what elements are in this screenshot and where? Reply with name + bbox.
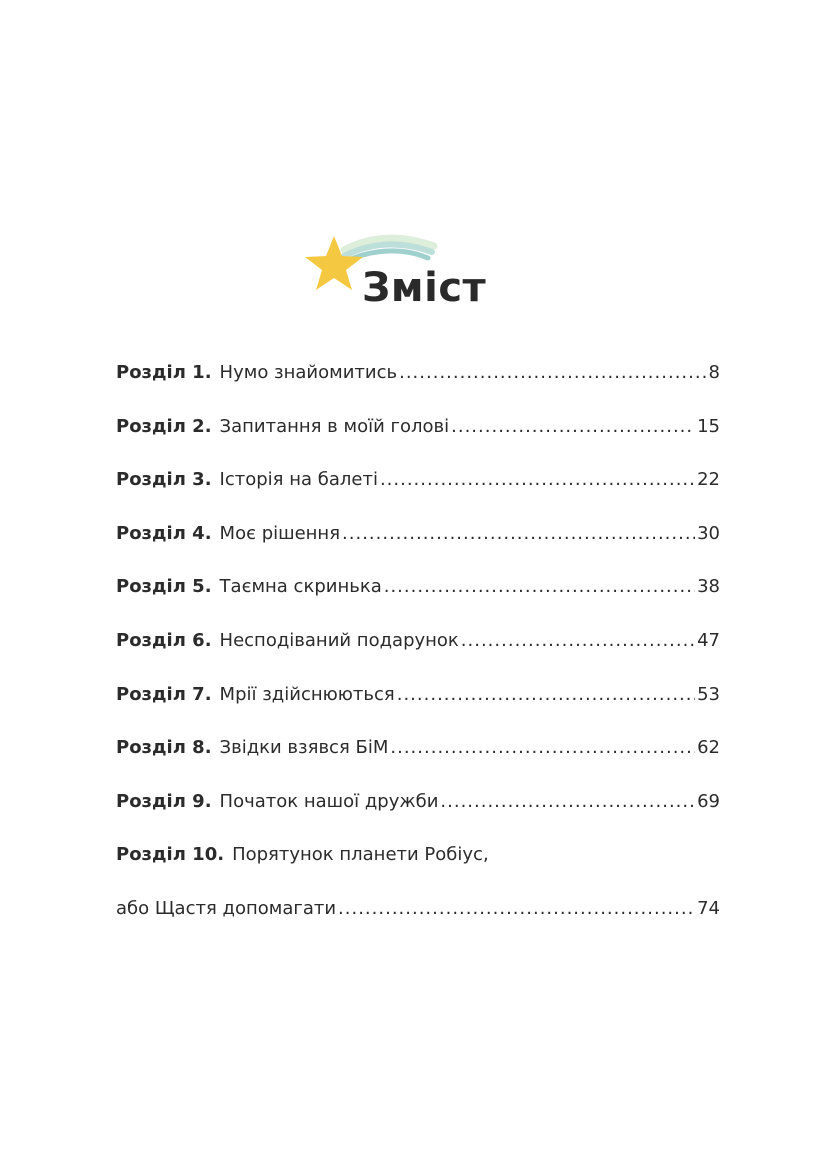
toc-dot-leader [380, 469, 695, 490]
toc-page-number: 62 [697, 737, 720, 759]
toc-chapter-title: Порятунок планети Робіус, [232, 844, 489, 866]
toc-dot-leader [397, 684, 695, 705]
toc-chapter-title: Несподіваний подарунок [219, 629, 459, 651]
toc-dot-leader [384, 576, 695, 597]
toc-page-number: 22 [697, 469, 720, 491]
toc-page-number: 8 [708, 362, 720, 383]
toc-entry [116, 844, 720, 898]
toc-page-number: 38 [697, 576, 720, 598]
toc-chapter-title: Початок нашої дружби [219, 790, 439, 812]
toc-chapter-title: Таємна скринька [219, 576, 382, 598]
toc-chapter-title: Звідки взявся БіМ [219, 737, 389, 759]
toc-entry [116, 469, 720, 523]
toc-chapter-label: Розділ 6. [116, 629, 212, 651]
toc-dot-leader [390, 737, 695, 758]
toc-page-number: 30 [697, 522, 720, 544]
toc-entry [116, 737, 720, 791]
toc-entry [116, 898, 720, 952]
toc-entry [116, 576, 720, 630]
toc-dot-leader [342, 523, 695, 544]
toc-page-number: 74 [697, 897, 720, 919]
toc-chapter-title: Моє рішення [219, 522, 341, 544]
toc-page-number: 47 [697, 629, 720, 651]
table-of-contents [116, 362, 720, 952]
toc-dot-leader [451, 416, 695, 437]
toc-dot-leader [461, 630, 695, 651]
toc-chapter-label: Розділ 3. [116, 469, 212, 491]
toc-entry [116, 791, 720, 845]
toc-entry [116, 416, 720, 470]
toc-chapter-label: Розділ 1. [116, 362, 212, 383]
toc-chapter-label: Розділ 2. [116, 415, 212, 437]
toc-chapter-label: Розділ 4. [116, 522, 212, 544]
toc-chapter-label: Розділ 9. [116, 790, 212, 812]
toc-entry [116, 362, 720, 416]
toc-page-number: 69 [697, 790, 720, 812]
toc-chapter-label: Розділ 5. [116, 576, 212, 598]
toc-chapter-title: Нумо знайомитись [219, 362, 398, 383]
toc-chapter-title: або Щастя допомагати [116, 897, 337, 919]
toc-entry [116, 523, 720, 577]
toc-dot-leader [338, 898, 695, 919]
toc-page-number: 15 [697, 415, 720, 437]
page-title: Зміст [362, 265, 487, 311]
toc-dot-leader [440, 791, 695, 812]
toc-chapter-title: Мрії здійснюються [219, 683, 395, 705]
toc-entry [116, 630, 720, 684]
toc-dot-leader [399, 362, 706, 383]
toc-page-number: 53 [697, 683, 720, 705]
toc-entry [116, 684, 720, 738]
toc-chapter-title: Запитання в моїй голові [219, 415, 450, 437]
toc-chapter-label: Розділ 10. [116, 844, 225, 866]
toc-header [300, 228, 500, 328]
toc-chapter-label: Розділ 8. [116, 737, 212, 759]
toc-chapter-title: Історія на балеті [219, 469, 378, 491]
toc-chapter-label: Розділ 7. [116, 683, 212, 705]
